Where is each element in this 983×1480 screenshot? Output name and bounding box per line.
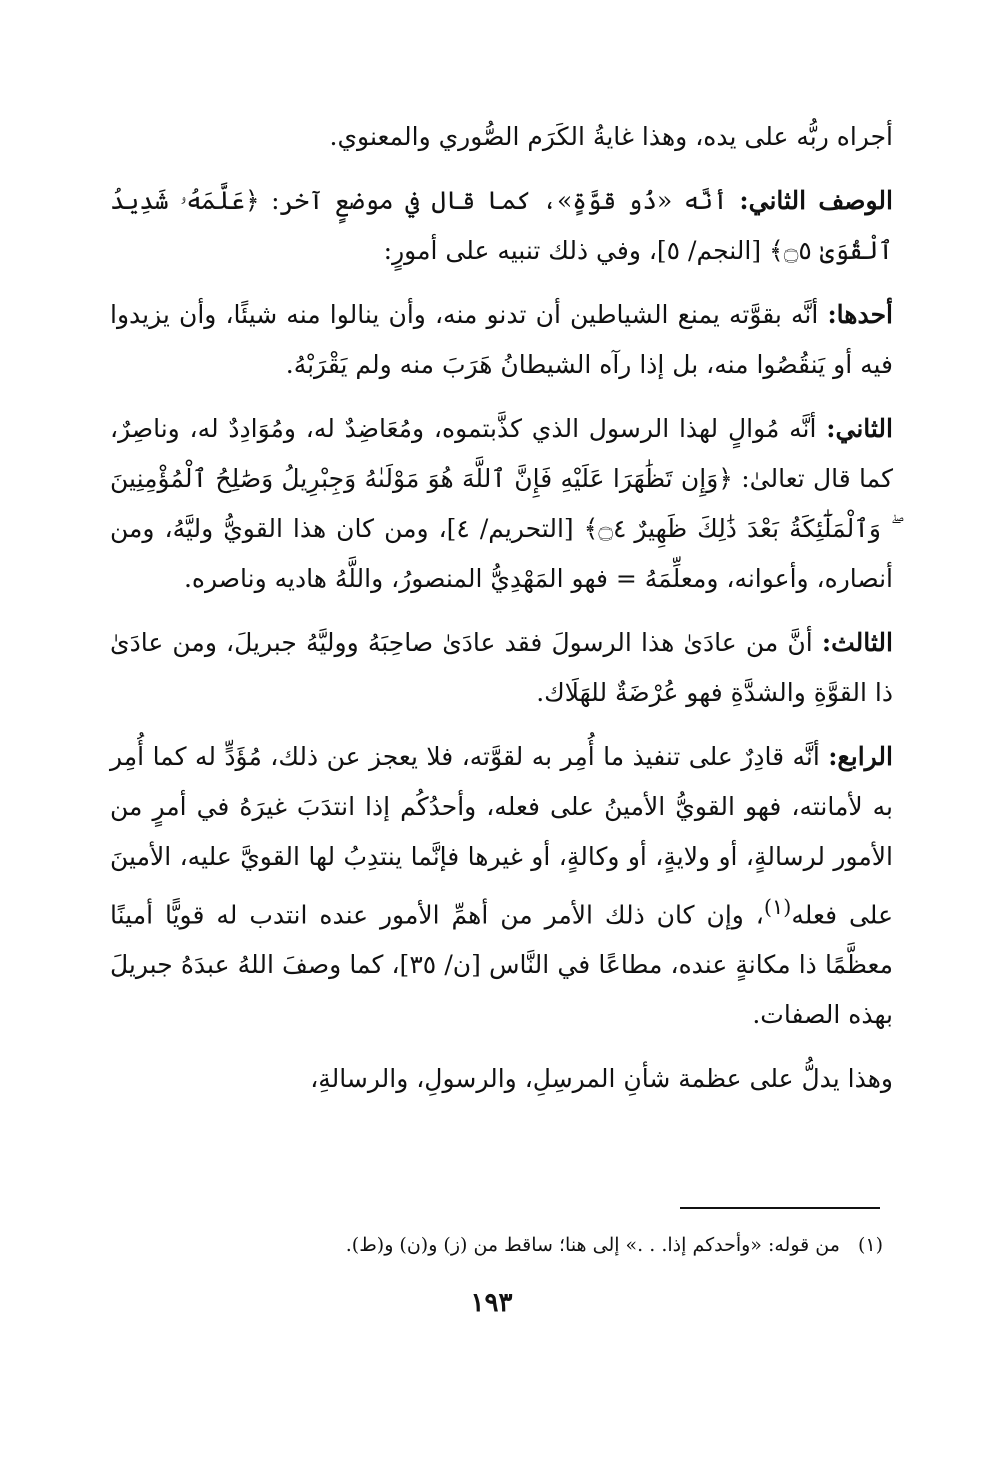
paragraph-3-text: أنَّه بقوَّته يمنع الشياطين أن تدنو منه، وأن ينالوا منه شيئًا، وأن يزيدوا فيه أو يَنقُصُوا منه، بل إذا رآه الشيطانُ هَرَبَ منه ولم يَقْرَبْهُ. — [110, 300, 893, 379]
paragraph-1-text: أجراه ربُّه على يده، وهذا غايةُ الكَرَم الصُّوري والمعنوي. — [329, 122, 893, 151]
footnote-number: (١) — [857, 1234, 883, 1256]
paragraph-3 — [110, 290, 893, 390]
footnote — [110, 1228, 883, 1262]
paragraph-6-lead: الرابع: — [828, 742, 893, 771]
paragraph-2-lead: الوصف الثاني: — [739, 186, 893, 215]
paragraph-4-lead: الثاني: — [826, 414, 893, 443]
page-number: ١٩٣ — [470, 1288, 513, 1318]
paragraph-6-text-after: ، وإن كان ذلك الأمر من أهمِّ الأمور عنده انتدب له قويًّا أمينًا معظَّمًا ذا مكانةٍ عنده، مطاعًا في النَّاس [ن/ ٣٥]، كما وصفَ اللهُ عبدَهُ جبريلَ بهذه الصفات. — [110, 900, 893, 1030]
paragraph-3-lead: أحدها: — [827, 300, 893, 329]
paragraph-2-text: أنَّه «ذُو قوَّةٍ»، كما قال في موضعٍ آخر: ﴿عَلَّمَهُۥ شَدِيدُ ٱلْقُوَىٰ ۝٥﴾ [النجم/ ٥]، وفي ذلك تنبيه على أمورٍ: — [110, 186, 893, 265]
footnote-reference[interactable]: (١) — [763, 895, 792, 919]
paragraph-1 — [110, 112, 893, 162]
paragraph-4-text: أنَّه مُوالٍ لهذا الرسول الذي كذَّبتموه، ومُعَاضِدٌ له، ومُوَادِدٌ له، وناصِرٌ، كما قال تعالىٰ: ﴿وَإِن تَظَٰهَرَا عَلَيْهِ فَإِنَّ ٱللَّهَ هُوَ مَوْلَىٰهُ وَجِبْرِيلُ وَصَٰلِحُ ٱلْمُؤْمِنِينَ ۖ وَٱلْمَلَٰٓئِكَةُ بَعْدَ ذَٰلِكَ ظَهِيرٌ ۝٤﴾ [التحريم/ ٤]، ومن كان هذا القويُّ وليَّهُ، ومن أنصاره، وأعوانه، ومعلِّمَهُ = فهو المَهْدِيُّ المنصورُ، واللَّهُ هاديه وناصره. — [110, 414, 893, 593]
page-body — [110, 112, 893, 1118]
paragraph-6 — [110, 732, 893, 1040]
paragraph-2 — [110, 176, 893, 276]
paragraph-6-text: أنَّه قادِرٌ على تنفيذ ما أُمِر به لقوَّته، فلا يعجز عن ذلك، مُؤَدٍّ له كما أُمِر به لأمانته، فهو القويُّ الأمينُ على فعله، وأحدُكُم إذا انتدَبَ غيرَهُ في أمرٍ من الأمور لرسالةٍ، أو ولايةٍ، أو وكالةٍ، أو غيرها فإنَّما ينتدِبُ لها القويَّ عليه، الأمينَ على فعله — [110, 742, 893, 930]
paragraph-7 — [110, 1054, 893, 1104]
paragraph-5-lead: الثالث: — [821, 628, 893, 657]
footnote-text: من قوله: «وأحدكم إذا. . .» إلى هنا؛ ساقط من (ز) و(ن) و(ط). — [345, 1234, 840, 1256]
paragraph-7-text: وهذا يدلُّ على عظمة شأنِ المرسِلِ، والرسولِ، والرسالةِ، — [310, 1064, 893, 1094]
paragraph-4 — [110, 404, 893, 604]
paragraph-5-text: أنَّ من عادَىٰ هذا الرسولَ فقد عادَىٰ صاحِبَهُ ووليَّهُ جبريلَ، ومن عادَىٰ ذا القوَّةِ والشدَّةِ فهو عُرْضَةٌ للهَلَاك. — [110, 628, 893, 707]
footnote-divider — [680, 1207, 880, 1209]
paragraph-5 — [110, 618, 893, 718]
